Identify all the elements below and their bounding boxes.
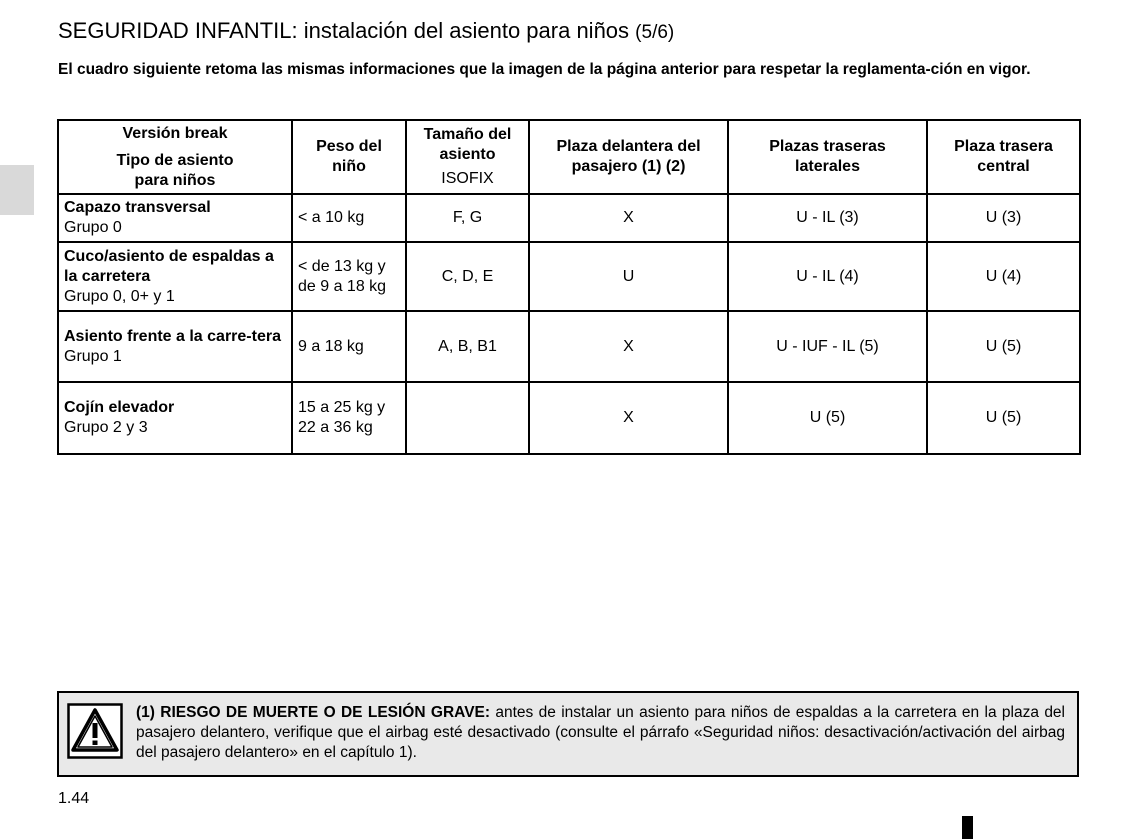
- seat-type-name: Asiento frente a la carre-tera: [64, 327, 281, 345]
- table-row: [58, 194, 1080, 242]
- cell-front: U: [529, 242, 728, 311]
- cell-size: A, B, B1: [406, 311, 529, 382]
- cell-seat-type: [58, 311, 292, 382]
- cell-size: C, D, E: [406, 242, 529, 311]
- cell-rear-lateral: U - IUF - IL (5): [728, 311, 927, 382]
- cell-rear-lateral: U (5): [728, 382, 927, 454]
- header-size-label: Tamaño del asiento: [423, 126, 512, 163]
- page-title-text: SEGURIDAD INFANTIL: instalación del asiento para niños: [58, 18, 630, 43]
- table-row: [58, 311, 1080, 382]
- table-row: [58, 382, 1080, 454]
- warning-body: antes de instalar un asiento para niños de espaldas a la carretera en la plaza del pasajero delantero, verifique que el airbag esté desactivado (consulte el párrafo «Seguridad niños: desactivación/activación del airbag del pasajero delantero» en el capítulo 1).: [136, 704, 1065, 761]
- header-seat-type-label: Tipo de asiento para niños: [116, 151, 234, 189]
- cell-weight: 9 a 18 kg: [292, 311, 406, 382]
- cell-weight: < de 13 kg y de 9 a 18 kg: [292, 242, 406, 311]
- header-rear-central: Plaza trasera central: [927, 120, 1080, 194]
- cell-front: X: [529, 382, 728, 454]
- chapter-tab: [0, 165, 34, 215]
- header-version: Versión break: [122, 124, 228, 142]
- cell-seat-type: [58, 382, 292, 454]
- cell-rear-central: U (3): [927, 194, 1080, 242]
- header-front-seat: Plaza delantera del pasajero (1) (2): [529, 120, 728, 194]
- seat-group: Grupo 2 y 3: [64, 419, 148, 436]
- page-number: 1.44: [58, 790, 90, 807]
- warning-box: [57, 691, 1079, 777]
- cell-front: X: [529, 194, 728, 242]
- seat-group: Grupo 1: [64, 347, 122, 365]
- header-seat-type: [58, 120, 292, 194]
- warning-heading: (1) RIESGO DE MUERTE O DE LESIÓN GRAVE:: [136, 704, 491, 721]
- print-mark: [962, 816, 973, 839]
- cell-rear-central: U (5): [927, 382, 1080, 454]
- cell-weight: 15 a 25 kg y 22 a 36 kg: [292, 382, 406, 454]
- cell-front: X: [529, 311, 728, 382]
- cell-rear-central: U (4): [927, 242, 1080, 311]
- cell-seat-type: [58, 242, 292, 311]
- cell-rear-central: U (5): [927, 311, 1080, 382]
- header-size: [406, 120, 529, 194]
- warning-triangle-icon: [67, 703, 123, 759]
- cell-seat-type: [58, 194, 292, 242]
- cell-rear-lateral: U - IL (4): [728, 242, 927, 311]
- page-count: (5/6): [635, 22, 675, 43]
- header-rear-lateral: Plazas traseras laterales: [728, 120, 927, 194]
- header-isofix: ISOFIX: [441, 170, 494, 187]
- seat-group: Grupo 0: [64, 219, 122, 236]
- seat-type-name: Cojín elevador: [64, 399, 175, 416]
- warning-text: [136, 703, 1065, 763]
- cell-size: F, G: [406, 194, 529, 242]
- table-header-row: [58, 120, 1080, 194]
- seat-type-name: Capazo transversal: [64, 199, 211, 216]
- cell-size: [406, 382, 529, 454]
- header-weight: Peso del niño: [292, 120, 406, 194]
- seat-group: Grupo 0, 0+ y 1: [64, 287, 175, 305]
- table-row: [58, 242, 1080, 311]
- cell-rear-lateral: U - IL (3): [728, 194, 927, 242]
- intro-paragraph: El cuadro siguiente retoma las mismas informaciones que la imagen de la página anterior para respetar la reglamenta-ción en vigor.: [58, 61, 1031, 78]
- page-title: [58, 18, 674, 44]
- cell-weight: < a 10 kg: [292, 194, 406, 242]
- child-seat-table: [57, 119, 1081, 455]
- seat-type-name: Cuco/asiento de espaldas a la carretera: [64, 247, 274, 285]
